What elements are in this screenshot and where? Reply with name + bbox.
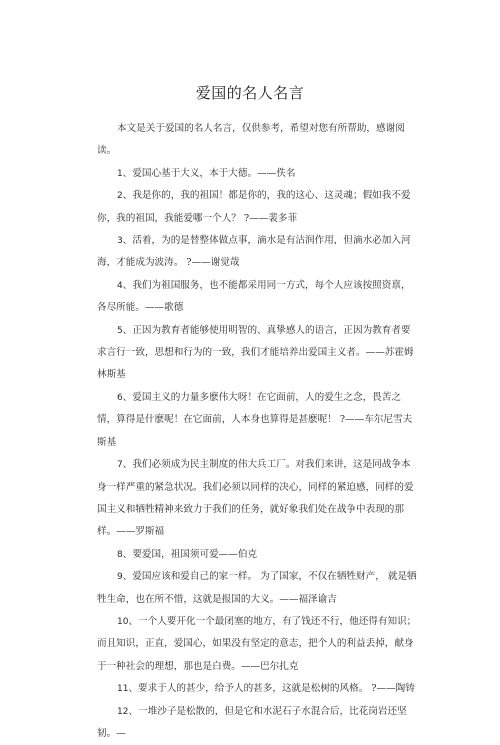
document-body xyxy=(97,118,417,745)
quote-number: 4 xyxy=(117,280,123,291)
quote-item xyxy=(97,163,417,185)
quote-number: 7 xyxy=(117,460,123,471)
intro-paragraph: 本文是关于爱国的名人名言，仅供参考，希望对您有所帮助，感谢阅读。 xyxy=(97,123,405,157)
quote-number: 10 xyxy=(117,616,129,627)
quote-item xyxy=(97,275,417,320)
quote-item xyxy=(97,678,417,700)
quote-number: 2 xyxy=(117,191,123,202)
quote-text: 、活着，为的是替整体做点事，滴水是有沾润作用，但滴水必加入河海，才能成为波涛。 ?——谢觉哉 xyxy=(97,235,411,269)
quote-item xyxy=(97,566,417,611)
quote-item xyxy=(97,544,417,566)
quote-text: 、我们为祖国服务，也不能都采用同一方式，每个人应该按照资禀，各尽所能。——歌德 xyxy=(97,279,411,314)
quote-number: 1 xyxy=(117,168,123,179)
quote-item xyxy=(97,320,417,387)
quote-item xyxy=(97,387,417,454)
quote-text: 、一个人要开化一个最闭塞的地方，有了钱还不行，他还得有知识；而且知识，正直，爱国心，如果没有坚定的意志，把个人的利益丢掉，献身于一种社会的理想，那也是白费。——巴尔扎克 xyxy=(97,615,417,672)
quote-number: 11 xyxy=(117,684,129,695)
quote-text: 、爱国心基于大义，本于大德。——佚名 xyxy=(122,167,296,179)
quotes-list xyxy=(97,163,417,745)
quote-number: 3 xyxy=(117,236,123,247)
quote-number: 5 xyxy=(117,325,123,336)
document-title: 爱国的名人名言 xyxy=(195,84,305,102)
quote-item xyxy=(97,230,417,275)
quote-text: 、正因为教育者能够使用明智的、真挚感人的语言，正因为教育者要求言行一致，思想和行为的一致，我们才能培养出爱国主义者。——苏霍姆林斯基 xyxy=(97,324,414,381)
quote-number: 6 xyxy=(117,392,123,403)
quote-item xyxy=(97,611,417,678)
quote-number: 9 xyxy=(117,572,123,583)
quote-text: 、要求于人的甚少，给予人的甚多，这就是松树的风格。 ?——陶铸 xyxy=(128,683,415,695)
quote-text: 、爱国应该和爱自己的家一样。 为了国家，不仅在牺牲财产， 就是牺牲生命，也在所不惜，这就是报国的大义。——福泽谕吉 xyxy=(97,571,417,605)
quote-text: 、我们必须成为民主制度的伟大兵工厂。对我们来讲，这是同战争本身一样严重的紧急状况。我们必须以同样的决心，同样的紧迫感，同样的爱国主义和牺牲精神来致力于我们的任务，就好象我们处在战争中表现的那样。——罗斯福 xyxy=(97,459,414,538)
quote-item xyxy=(97,454,417,544)
quote-item xyxy=(97,185,417,230)
quote-text: 、爱国主义的力量多麽伟大呀！在它面前，人的爱生之念，畏苦之情，算得是什麽呢！在它面前，人本身也算得是甚麽呢！ ?——车尔尼雪夫斯基 xyxy=(97,391,413,448)
quote-text: 、一堆沙子是松散的，但是它和水泥石子水混合后，比花岗岩还坚韧。— xyxy=(97,705,407,739)
quote-number: 12 xyxy=(117,706,129,717)
quote-text: 、我是你的，我的祖国！都是你的，我的这心、这灵魂；假如我不爱你，我的祖国，我能爱哪一个人？ ?——裴多菲 xyxy=(97,190,411,224)
quote-text: 、要爱国，祖国须可爱——伯克 xyxy=(122,548,258,560)
quote-number: 8 xyxy=(117,549,123,560)
quote-item xyxy=(97,701,417,745)
